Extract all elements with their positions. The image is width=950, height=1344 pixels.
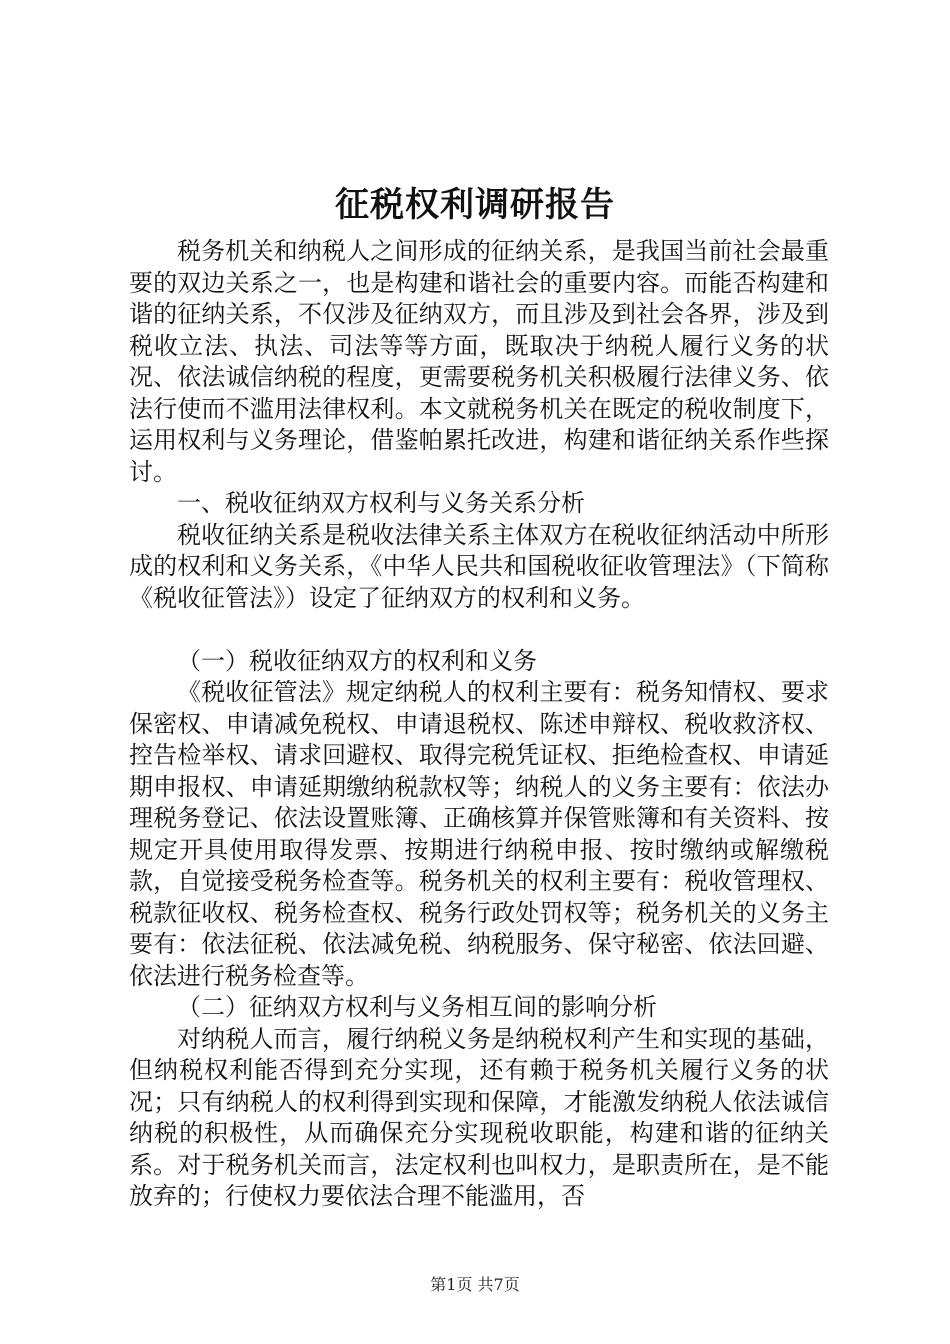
subsection-heading-1: （一）税收征纳双方的权利和义务: [177, 646, 537, 675]
paragraph-intro: 税务机关和纳税人之间形成的征纳关系，是我国当前社会最重要的双边关系之一，也是构建和谐社会的重要内容。而能否构建和谐的征纳关系，不仅涉及征纳双方，而且涉及到社会各界，涉及到税收立法、执法、司法等等方面，既取决于纳税人履行义务的状况、依法诚信纳税的程度，更需要税务机关积极履行法律义务、依法行使而不滥用法律权利。本文就税务机关在既定的税收制度下，运用权利与义务理论，借鉴帕累托改进，构建和谐征纳关系作些探讨。: [129, 237, 829, 486]
subsection-heading-2: （二）征纳双方权利与义务相互间的影响分析: [177, 993, 657, 1021]
paragraph-rights-duties: 《税收征管法》规定纳税人的权利主要有：税务知情权、要求保密权、申请减免税权、申请退税权、陈述申辩权、税收救济权、控告检举权、请求回避权、取得完税凭证权、拒绝检查权、申请延期申报权、申请延期缴纳税款权等；纳税人的义务主要有：依法办理税务登记、依法设置账簿、正确核算并保管账簿和有关资料、按规定开具使用取得发票、按期进行纳税申报、按时缴纳或解缴税款，自觉接受税务检查等。税务机关的权利主要有：税收管理权、税款征收权、税务检查权、税务行政处罚权等；税务机关的义务主要有：依法征税、依法减免税、纳税服务、保守秘密、依法回避、依法进行税务检查等。: [129, 678, 829, 990]
section-heading-1: 一、税收征纳双方权利与义务关系分析: [177, 489, 585, 517]
page-footer: 第1页 共7页: [430, 1275, 520, 1294]
paragraph-analysis: 对纳税人而言，履行纳税义务是纳税权利产生和实现的基础，但纳税权利能否得到充分实现，还有赖于税务机关履行义务的状况；只有纳税人的权利得到实现和保障，才能激发纳税人依法诚信纳税的积极性，从而确保充分实现税收职能，构建和谐的征纳关系。对于税务机关而言，法定权利也叫权力，是职责所在，是不能放弃的；行使权力要依法合理不能滥用，否: [129, 1024, 829, 1210]
paragraph-relations: 税收征纳关系是税收法律关系主体双方在税收征纳活动中所形成的权利和义务关系，《中华人民共和国税收征收管理法》（下简称《税收征管法》）设定了征纳双方的权利和义务。: [129, 520, 829, 612]
document-body: [129, 236, 829, 1213]
document-title: 征税权利调研报告: [335, 185, 615, 225]
